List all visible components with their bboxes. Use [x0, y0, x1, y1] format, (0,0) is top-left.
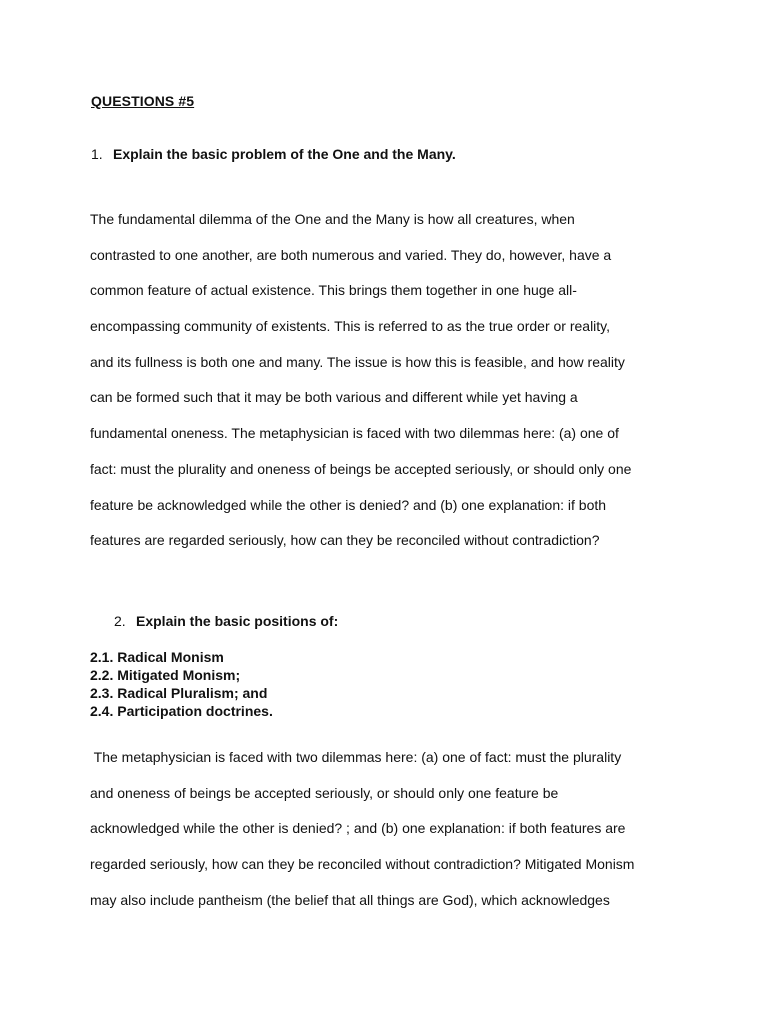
question-2	[114, 613, 338, 629]
paragraph-line: feature be acknowledged while the other is denied? and (b) one explanation: if both	[90, 496, 607, 513]
list-item: 2.2. Mitigated Monism;	[90, 667, 241, 683]
question-1-text: Explain the basic problem of the One and the Many.	[113, 146, 456, 162]
answer-1-paragraph	[90, 210, 690, 567]
paragraph-line: The metaphysician is faced with two dilemmas here: (a) one of fact: must the plurality	[90, 749, 622, 765]
paragraph-line: features are regarded seriously, how can they be reconciled without contradiction?	[90, 532, 600, 549]
paragraph-line: acknowledged while the other is denied? ; and (b) one explanation: if both features are	[90, 820, 626, 837]
question-1-number: 1.	[91, 146, 103, 162]
paragraph-line: The fundamental dilemma of the One and the Many is how all creatures, when	[90, 211, 575, 227]
question-1	[91, 146, 456, 162]
paragraph-line: common feature of actual existence. This brings them together in one huge all-	[90, 282, 577, 299]
paragraph-line: may also include pantheism (the belief that all things are God), which acknowledges	[90, 891, 610, 908]
paragraph-line: encompassing community of existents. This is referred to as the true order or reality,	[90, 318, 611, 335]
paragraph-line: fact: must the plurality and oneness of beings be accepted seriously, or should only one	[90, 460, 632, 477]
positions-list	[90, 648, 273, 720]
paragraph-line: regarded seriously, how can they be reconciled without contradiction? Mitigated Monism	[90, 856, 635, 873]
list-item: 2.1. Radical Monism	[90, 649, 224, 665]
document-heading: QUESTIONS #5	[91, 93, 195, 109]
question-2-text: Explain the basic positions of:	[136, 613, 339, 629]
answer-2-paragraph	[90, 748, 690, 926]
paragraph-line: and its fullness is both one and many. The issue is how this is feasible, and how reality	[90, 353, 625, 370]
paragraph-line: fundamental oneness. The metaphysician is faced with two dilemmas here: (a) one of	[90, 425, 619, 442]
paragraph-line: can be formed such that it may be both various and different while yet having a	[90, 389, 578, 406]
paragraph-line: contrasted to one another, are both numerous and varied. They do, however, have a	[90, 246, 612, 263]
list-item: 2.4. Participation doctrines.	[90, 703, 273, 719]
paragraph-line: and oneness of beings be accepted seriously, or should only one feature be	[90, 784, 559, 801]
question-2-number: 2.	[114, 613, 126, 629]
list-item: 2.3. Radical Pluralism; and	[90, 685, 268, 701]
